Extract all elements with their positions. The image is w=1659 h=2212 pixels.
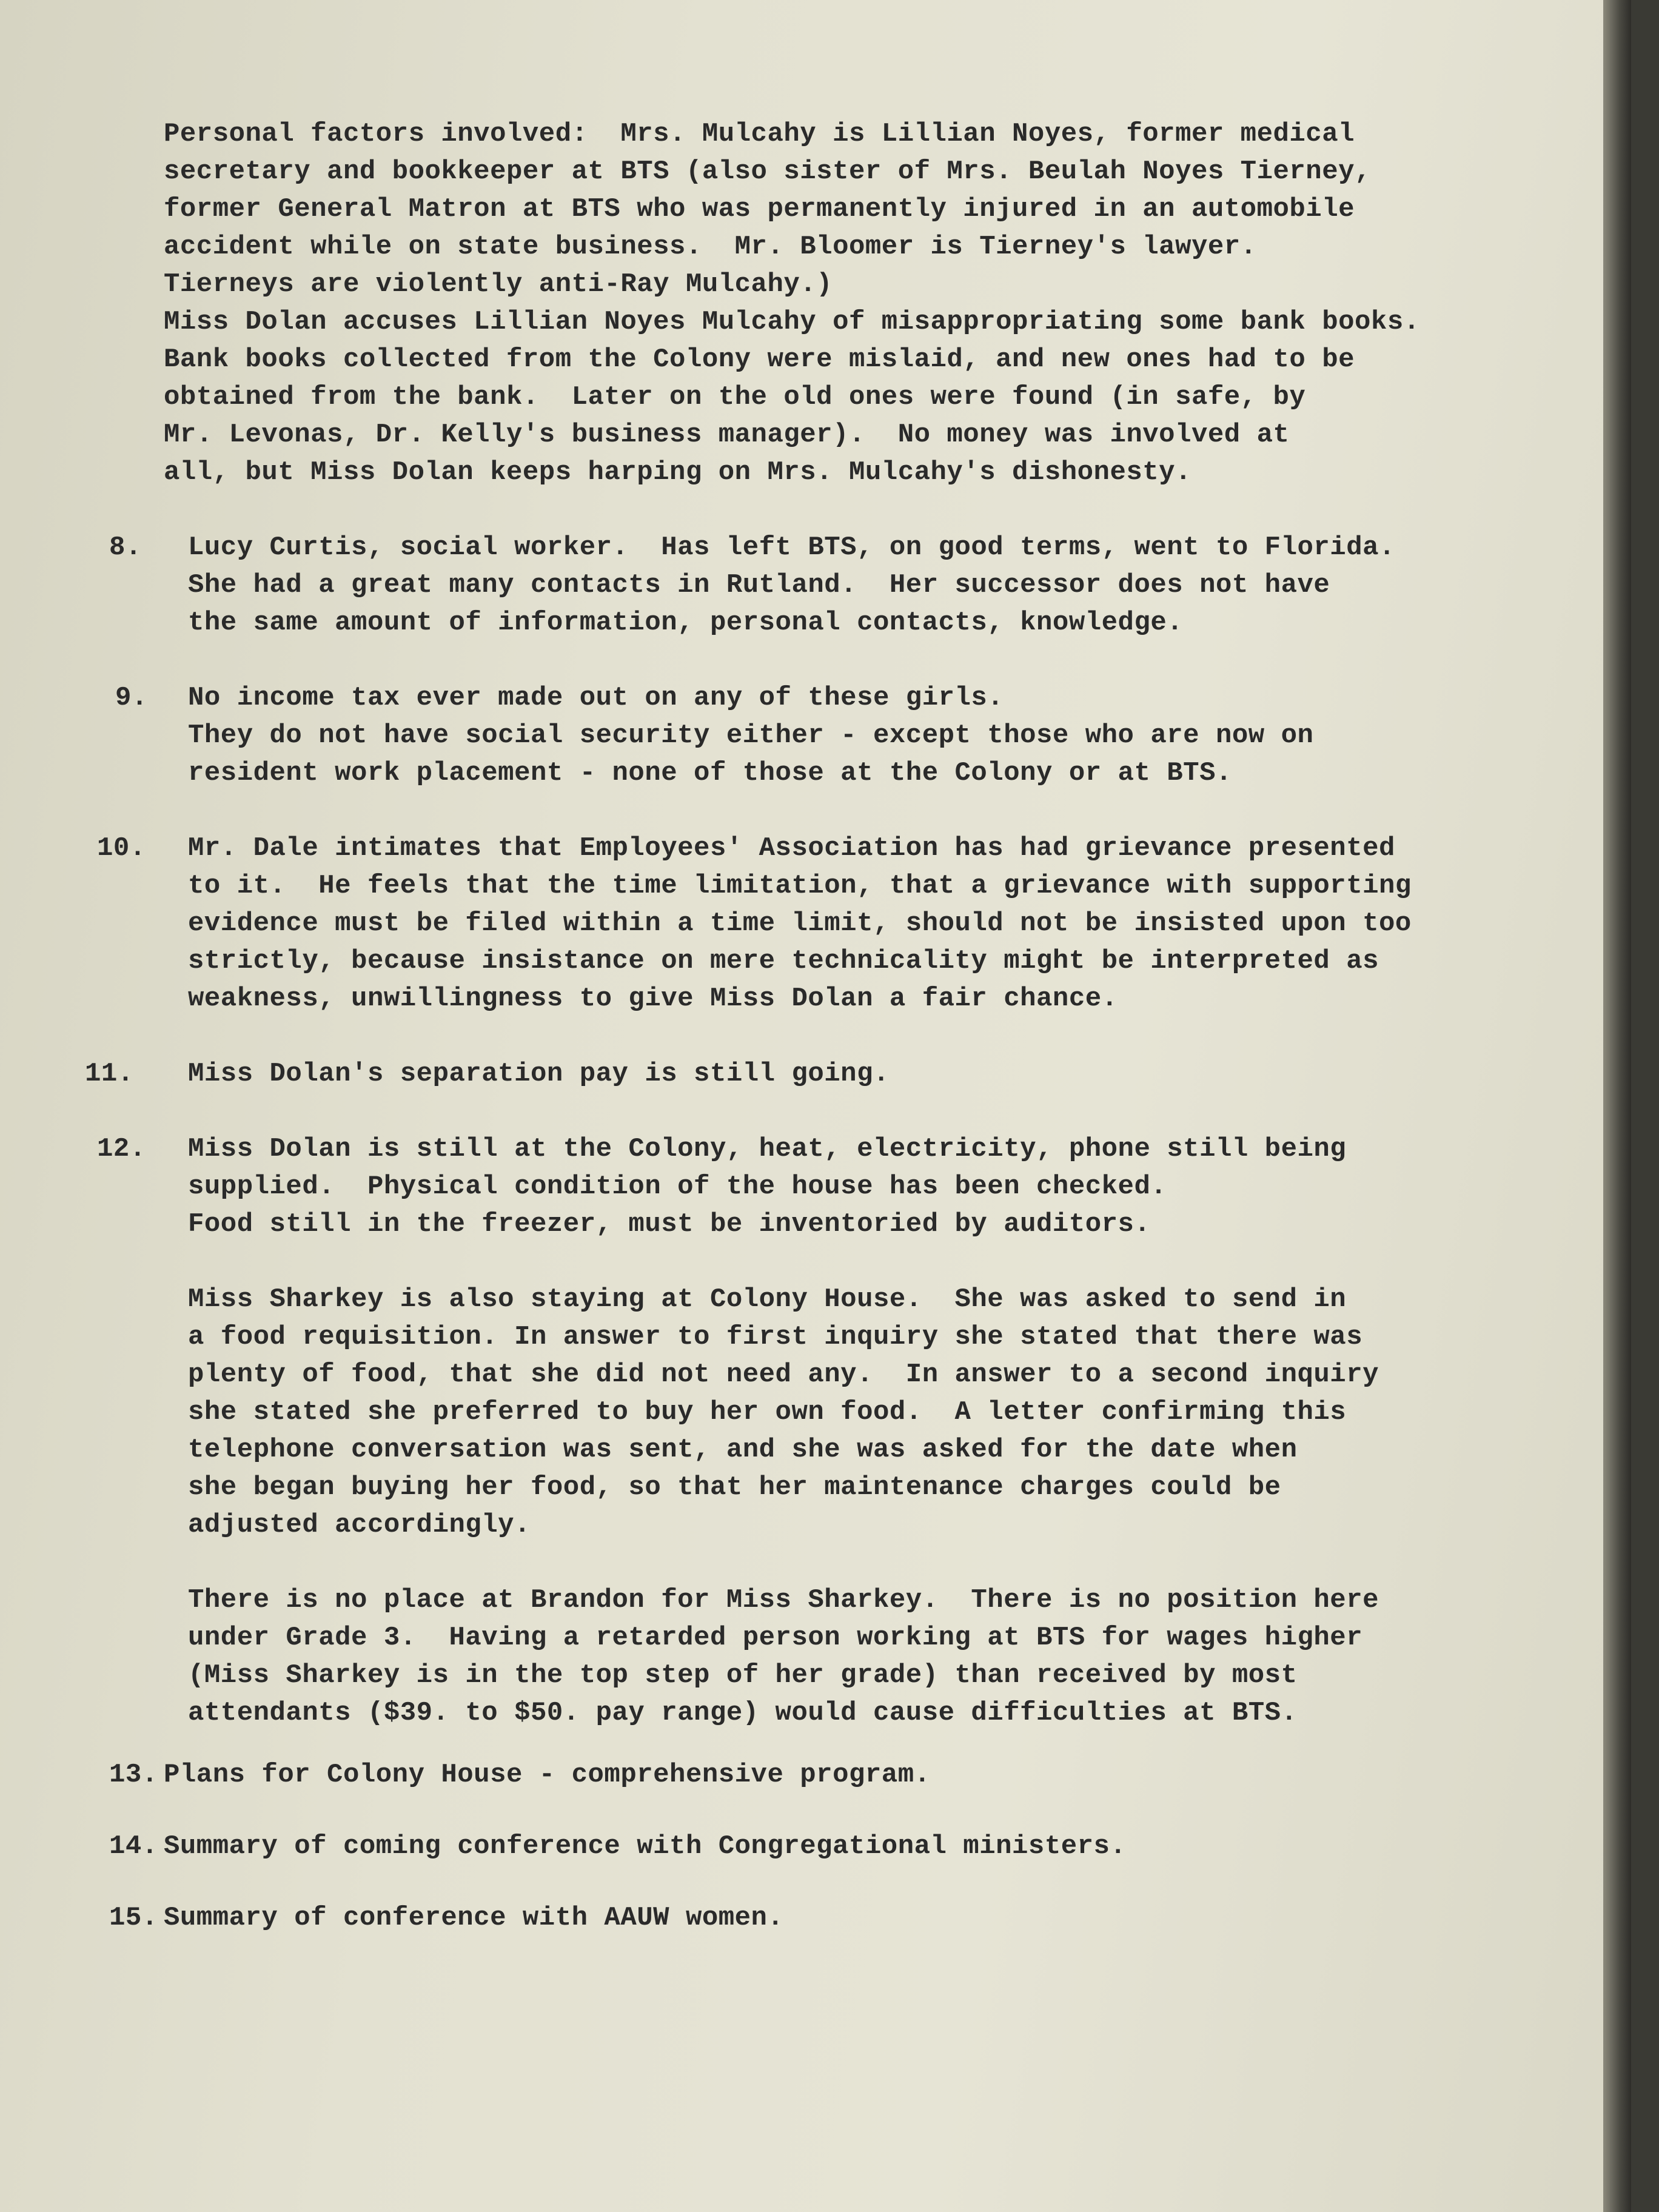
text-line: Miss Dolan's separation pay is still going. [188,1059,890,1089]
text-line: No income tax ever made out on any of these girls. [188,683,1004,713]
text-line: Plans for Colony House - comprehensive program. [164,1760,931,1790]
text-line: plenty of food, that she did not need any. In answer to a second inquiry [188,1359,1379,1390]
text-line: Mr. Dale intimates that Employees' Association has had grievance presented [188,833,1395,863]
item-number: 10. [97,833,146,863]
text-line: accident while on state business. Mr. Bloomer is Tierney's lawyer. [164,232,1257,262]
typed-document [85,115,1589,1974]
item-12 [85,1130,1589,1243]
item-number: 11. [85,1059,134,1089]
item-number: 9. [115,683,148,713]
text-line: Personal factors involved: Mrs. Mulcahy is Lillian Noyes, former medical [164,119,1355,149]
text-line: adjusted accordingly. [188,1510,531,1540]
text-line: supplied. Physical condition of the house has been checked. [188,1171,1167,1202]
brandon-position-paragraph [188,1581,1589,1732]
text-line: There is no place at Brandon for Miss Sharkey. There is no position here [188,1585,1379,1615]
text-line: Summary of coming conference with Congregational ministers. [164,1831,1127,1862]
text-line: weakness, unwillingness to give Miss Dolan a fair chance. [188,984,1118,1014]
text-line: the same amount of information, personal contacts, knowledge. [188,608,1184,638]
item-9 [85,679,1589,792]
text-line: Miss Dolan is still at the Colony, heat, electricity, phone still being [188,1134,1347,1164]
text-line: she began buying her food, so that her maintenance charges could be [188,1472,1281,1503]
item-13 [85,1756,1589,1794]
text-line: secretary and bookkeeper at BTS (also sister of Mrs. Beulah Noyes Tierney, [164,156,1371,187]
text-line: They do not have social security either - except those who are now on [188,720,1314,751]
personal-factors-paragraph [164,115,1589,491]
text-line: to it. He feels that the time limitation, that a grievance with supporting [188,871,1412,901]
item-10 [85,830,1589,1017]
text-line: resident work placement - none of those at the Colony or at BTS. [188,758,1232,788]
text-line: Mr. Levonas, Dr. Kelly's business manager). No money was involved at [164,420,1290,450]
item-15 [85,1899,1589,1937]
text-line: Summary of conference with AAUW women. [164,1903,784,1933]
text-line: Tierneys are violently anti-Ray Mulcahy.) [164,269,833,300]
item-11 [85,1055,1589,1093]
text-line: Miss Sharkey is also staying at Colony House. She was asked to send in [188,1284,1347,1315]
text-line: Miss Dolan accuses Lillian Noyes Mulcahy of misappropriating some bank books. [164,307,1420,337]
text-line: Lucy Curtis, social worker. Has left BTS, on good terms, went to Florida. [188,532,1395,563]
text-line: She had a great many contacts in Rutland. Her successor does not have [188,570,1330,600]
item-number: 14. [109,1831,158,1862]
text-line: telephone conversation was sent, and she was asked for the date when [188,1435,1298,1465]
item-number: 15. [109,1903,158,1933]
text-line: Bank books collected from the Colony were mislaid, and new ones had to be [164,344,1355,375]
text-line: evidence must be filed within a time limit, should not be insisted upon too [188,908,1412,939]
text-line: all, but Miss Dolan keeps harping on Mrs. Mulcahy's dishonesty. [164,457,1191,488]
page-edge-shadow [1603,0,1631,2212]
text-line: obtained from the bank. Later on the old ones were found (in safe, by [164,382,1306,412]
item-14 [85,1828,1589,1865]
text-line: Food still in the freezer, must be inventoried by auditors. [188,1209,1151,1239]
text-line: she stated she preferred to buy her own food. A letter confirming this [188,1397,1347,1427]
item-number: 12. [97,1134,146,1164]
text-line: under Grade 3. Having a retarded person working at BTS for wages higher [188,1623,1363,1653]
text-line: (Miss Sharkey is in the top step of her grade) than received by most [188,1660,1298,1691]
item-8 [85,529,1589,642]
text-line: a food requisition. In answer to first inquiry she stated that there was [188,1322,1363,1352]
text-line: strictly, because insistance on mere technicality might be interpreted as [188,946,1379,976]
text-line: former General Matron at BTS who was permanently injured in an automobile [164,194,1355,224]
miss-sharkey-paragraph [188,1281,1589,1544]
item-number: 13. [109,1760,158,1790]
item-number: 8. [109,532,142,563]
text-line: attendants ($39. to $50. pay range) would cause difficulties at BTS. [188,1698,1298,1728]
